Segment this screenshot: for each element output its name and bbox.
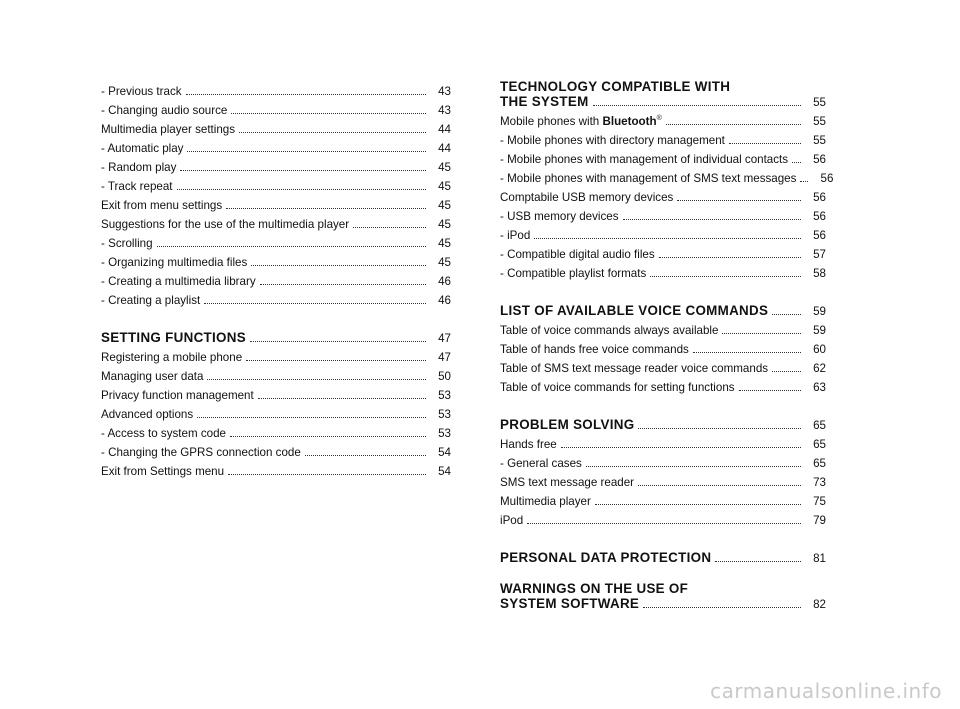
toc-entry-multimedia-player-settings[interactable]: Multimedia player settings 44 [101, 123, 451, 137]
toc-entry-general-cases[interactable]: - General cases 65 [500, 457, 826, 471]
toc-entry-privacy-management[interactable]: Privacy function management 53 [101, 389, 451, 403]
toc-entry-sms-reader[interactable]: SMS text message reader 73 [500, 476, 826, 490]
toc-entry-usb-memory[interactable]: - USB memory devices 56 [500, 210, 826, 224]
toc-entry-individual-contacts[interactable]: - Mobile phones with management of individual contacts 56 [500, 153, 826, 167]
toc-heading-problem-solving[interactable]: PROBLEM SOLVING 65 [500, 416, 826, 433]
toc-entry-managing-user-data[interactable]: Managing user data 50 [101, 370, 451, 384]
toc-entry-ipod[interactable]: - iPod 56 [500, 229, 826, 243]
toc-entry-suggestions-multimedia[interactable]: Suggestions for the use of the multimedia player 45 [101, 218, 451, 232]
toc-entry-directory-management[interactable]: - Mobile phones with directory management 55 [500, 134, 826, 148]
toc-entry-digital-audio[interactable]: - Compatible digital audio files 57 [500, 248, 826, 262]
bluetooth-word: Bluetooth [602, 115, 657, 129]
toc-entry-usb-devices[interactable]: Comptabile USB memory devices 56 [500, 191, 826, 205]
toc-entry-playlist-formats[interactable]: - Compatible playlist formats 58 [500, 267, 826, 281]
toc-entry-access-system-code[interactable]: - Access to system code 53 [101, 427, 451, 441]
toc-entry-automatic-play[interactable]: - Automatic play 44 [101, 142, 451, 156]
toc-entry-voice-always[interactable]: Table of voice commands always available 59 [500, 324, 826, 338]
toc-entry-gprs-code[interactable]: - Changing the GPRS connection code 54 [101, 446, 451, 460]
toc-entry-voice-settings[interactable]: Table of voice commands for setting functions 63 [500, 381, 826, 395]
toc-heading-technology-line1: TECHNOLOGY COMPATIBLE WITH [500, 79, 731, 94]
toc-entry-previous-track[interactable]: - Previous track 43 [101, 85, 451, 99]
toc-entry-creating-playlist[interactable]: - Creating a playlist 46 [101, 294, 451, 308]
toc-left-column [101, 80, 451, 479]
toc-entry-ipod-problems[interactable]: iPod 79 [500, 514, 826, 528]
toc-entry-exit-settings[interactable]: Exit from Settings menu 54 [101, 465, 451, 479]
toc-entry-creating-library[interactable]: - Creating a multimedia library 46 [101, 275, 451, 289]
toc-heading-technology[interactable]: THE SYSTEM 55 [500, 93, 826, 110]
toc-heading-personal-data[interactable]: PERSONAL DATA PROTECTION 81 [500, 549, 826, 566]
toc-entry-track-repeat[interactable]: - Track repeat 45 [101, 180, 451, 194]
toc-heading-warnings-line1: WARNINGS ON THE USE OF [500, 581, 689, 596]
registered-mark: ® [656, 115, 662, 123]
toc-entry-voice-hands-free[interactable]: Table of hands free voice commands 60 [500, 343, 826, 357]
toc-heading-setting-functions[interactable]: SETTING FUNCTIONS 47 [101, 329, 451, 346]
toc-entry-hands-free[interactable]: Hands free 65 [500, 438, 826, 452]
toc-entry-advanced-options[interactable]: Advanced options 53 [101, 408, 451, 422]
toc-entry-sms-management[interactable]: - Mobile phones with management of SMS text messages 56 [500, 172, 834, 186]
toc-entry-organizing-files[interactable]: - Organizing multimedia files 45 [101, 256, 451, 270]
toc-entry-random-play[interactable]: - Random play 45 [101, 161, 451, 175]
toc-entry-bluetooth-phones[interactable]: Mobile phones with Bluetooth® 55 [500, 115, 826, 129]
toc-entry-changing-audio-source[interactable]: - Changing audio source 43 [101, 104, 451, 118]
toc-entry-scrolling[interactable]: - Scrolling 45 [101, 237, 451, 251]
watermark: carmanualsonline.info [710, 679, 942, 703]
toc-entry-voice-sms[interactable]: Table of SMS text message reader voice commands 62 [500, 362, 826, 376]
toc-heading-warnings[interactable]: SYSTEM SOFTWARE 82 [500, 595, 826, 612]
toc-entry-exit-menu-settings[interactable]: Exit from menu settings 45 [101, 199, 451, 213]
toc-heading-voice-commands[interactable]: LIST OF AVAILABLE VOICE COMMANDS 59 [500, 302, 826, 319]
toc-entry-multimedia-player[interactable]: Multimedia player 75 [500, 495, 826, 509]
toc-right-column [500, 79, 834, 612]
toc-entry-registering-phone[interactable]: Registering a mobile phone 47 [101, 351, 451, 365]
